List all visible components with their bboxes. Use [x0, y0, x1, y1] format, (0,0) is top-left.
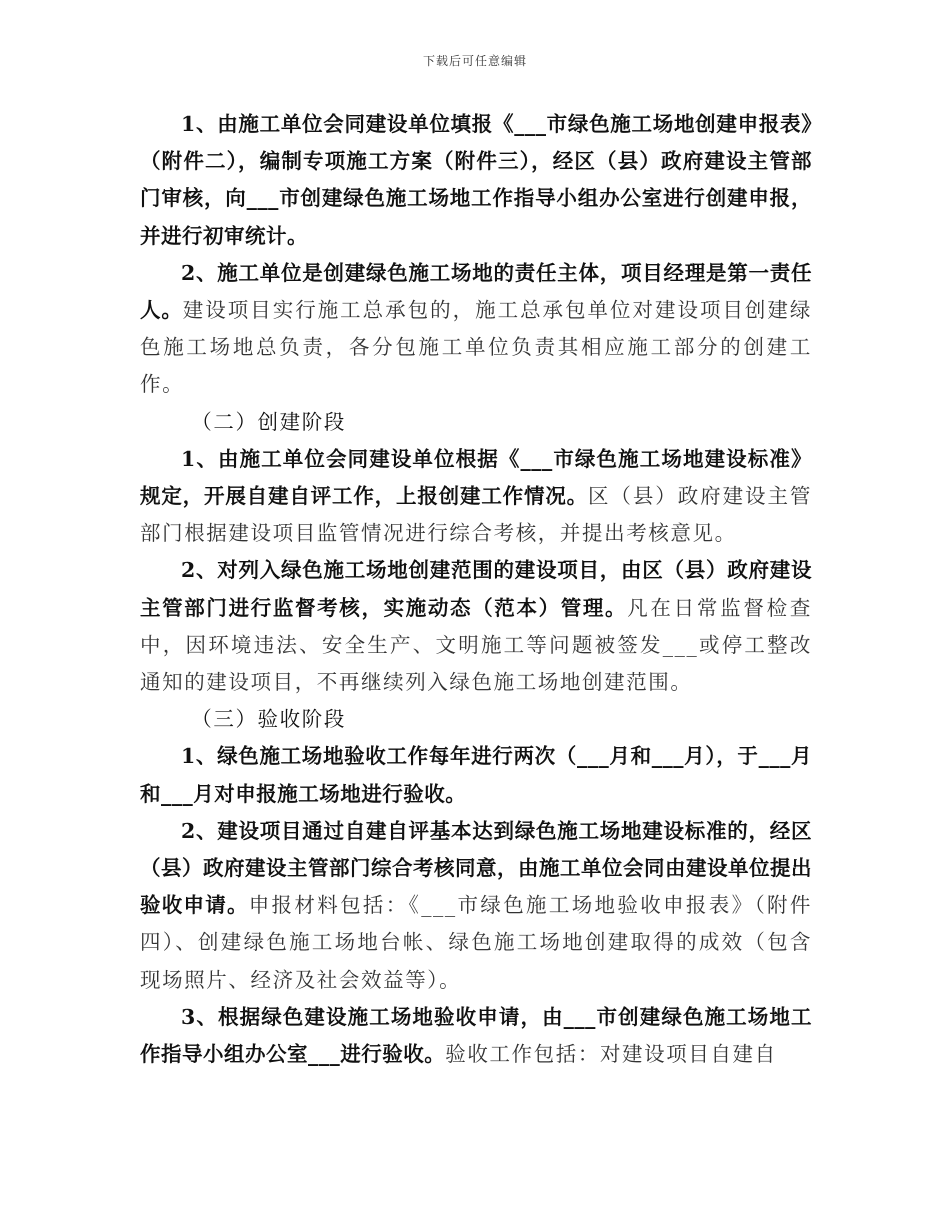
document-body — [140, 106, 812, 1073]
paragraph-bold-text: 1、绿色施工场地验收工作每年进行两次（___月和___月），于___月和___月对申报施工场地进行验收。 — [140, 744, 812, 806]
paragraph-registration-1 — [140, 106, 812, 255]
paragraph-bold-text: 2、对列入绿色施工场地创建范围的建设项目，由区（县）政府建设主管部门进行监督考核，实施动态（范本）管理。 — [140, 558, 812, 620]
paragraph-creation-1 — [140, 441, 812, 553]
paragraph-normal-text: 建设项目实行施工总承包的，施工总承包单位对建设项目创建绿色施工场地总负责，各分包施工单位负责其相应施工部分的创建工作。 — [140, 298, 812, 397]
paragraph-bold-text: 1、由施工单位会同建设单位根据《___市绿色施工场地建设标准》规定，开展自建自评工作，上报创建工作情况。 — [140, 446, 812, 509]
paragraph-normal-text: 凡在日常监督检查中，因环境违法、安全生产、文明施工等问题被签发___或停工整改通知的建设项目，不再继续列入绿色施工场地创建范围。 — [140, 595, 812, 695]
paragraph-creation-2 — [140, 552, 812, 701]
page-header: 下载后可任意编辑 — [422, 54, 527, 68]
paragraph-bold-text: 1、由施工单位会同建设单位填报《___市绿色施工场地创建申报表》（附件二），编制专项施工方案（附件三），经区（县）政府建设主管部门审核，向___市创建绿色施工场地工作指导小组办公室进行创建申报，并进行初审统计。 — [140, 112, 812, 248]
section-heading-acceptance: （三）验收阶段 — [191, 707, 346, 732]
section-heading-creation: （二）创建阶段 — [191, 409, 346, 434]
paragraph-acceptance-2 — [140, 813, 812, 999]
paragraph-bold-text: 2、施工单位是创建绿色施工场地的责任主体，项目经理是第一责任人。 — [140, 260, 812, 323]
paragraph-normal-text: 区（县）政府建设主管部门根据建设项目监管情况进行综合考核，并提出考核意见。 — [140, 484, 812, 546]
paragraph-registration-2 — [140, 255, 812, 404]
paragraph-acceptance-1 — [140, 738, 812, 812]
paragraph-normal-text: 申报材料包括：《___市绿色施工场地验收申报表》（附件四）、创建绿色施工场地台帐、绿色施工场地创建取得的成效（包含现场照片、经济及社会效益等）。 — [140, 893, 812, 992]
paragraph-bold-text: 2、建设项目通过自建自评基本达到绿色施工场地建设标准的，经区（县）政府建设主管部门综合考核同意，由施工单位会同由建设单位提出验收申请。 — [140, 818, 812, 918]
paragraph-normal-text: 验收工作包括：对建设项目自建自 — [445, 1042, 777, 1067]
paragraph-bold-text: 3、根据绿色建设施工场地验收申请，由___市创建绿色施工场地工作指导小组办公室___进行验收。 — [140, 1004, 812, 1067]
paragraph-acceptance-3 — [140, 999, 812, 1073]
